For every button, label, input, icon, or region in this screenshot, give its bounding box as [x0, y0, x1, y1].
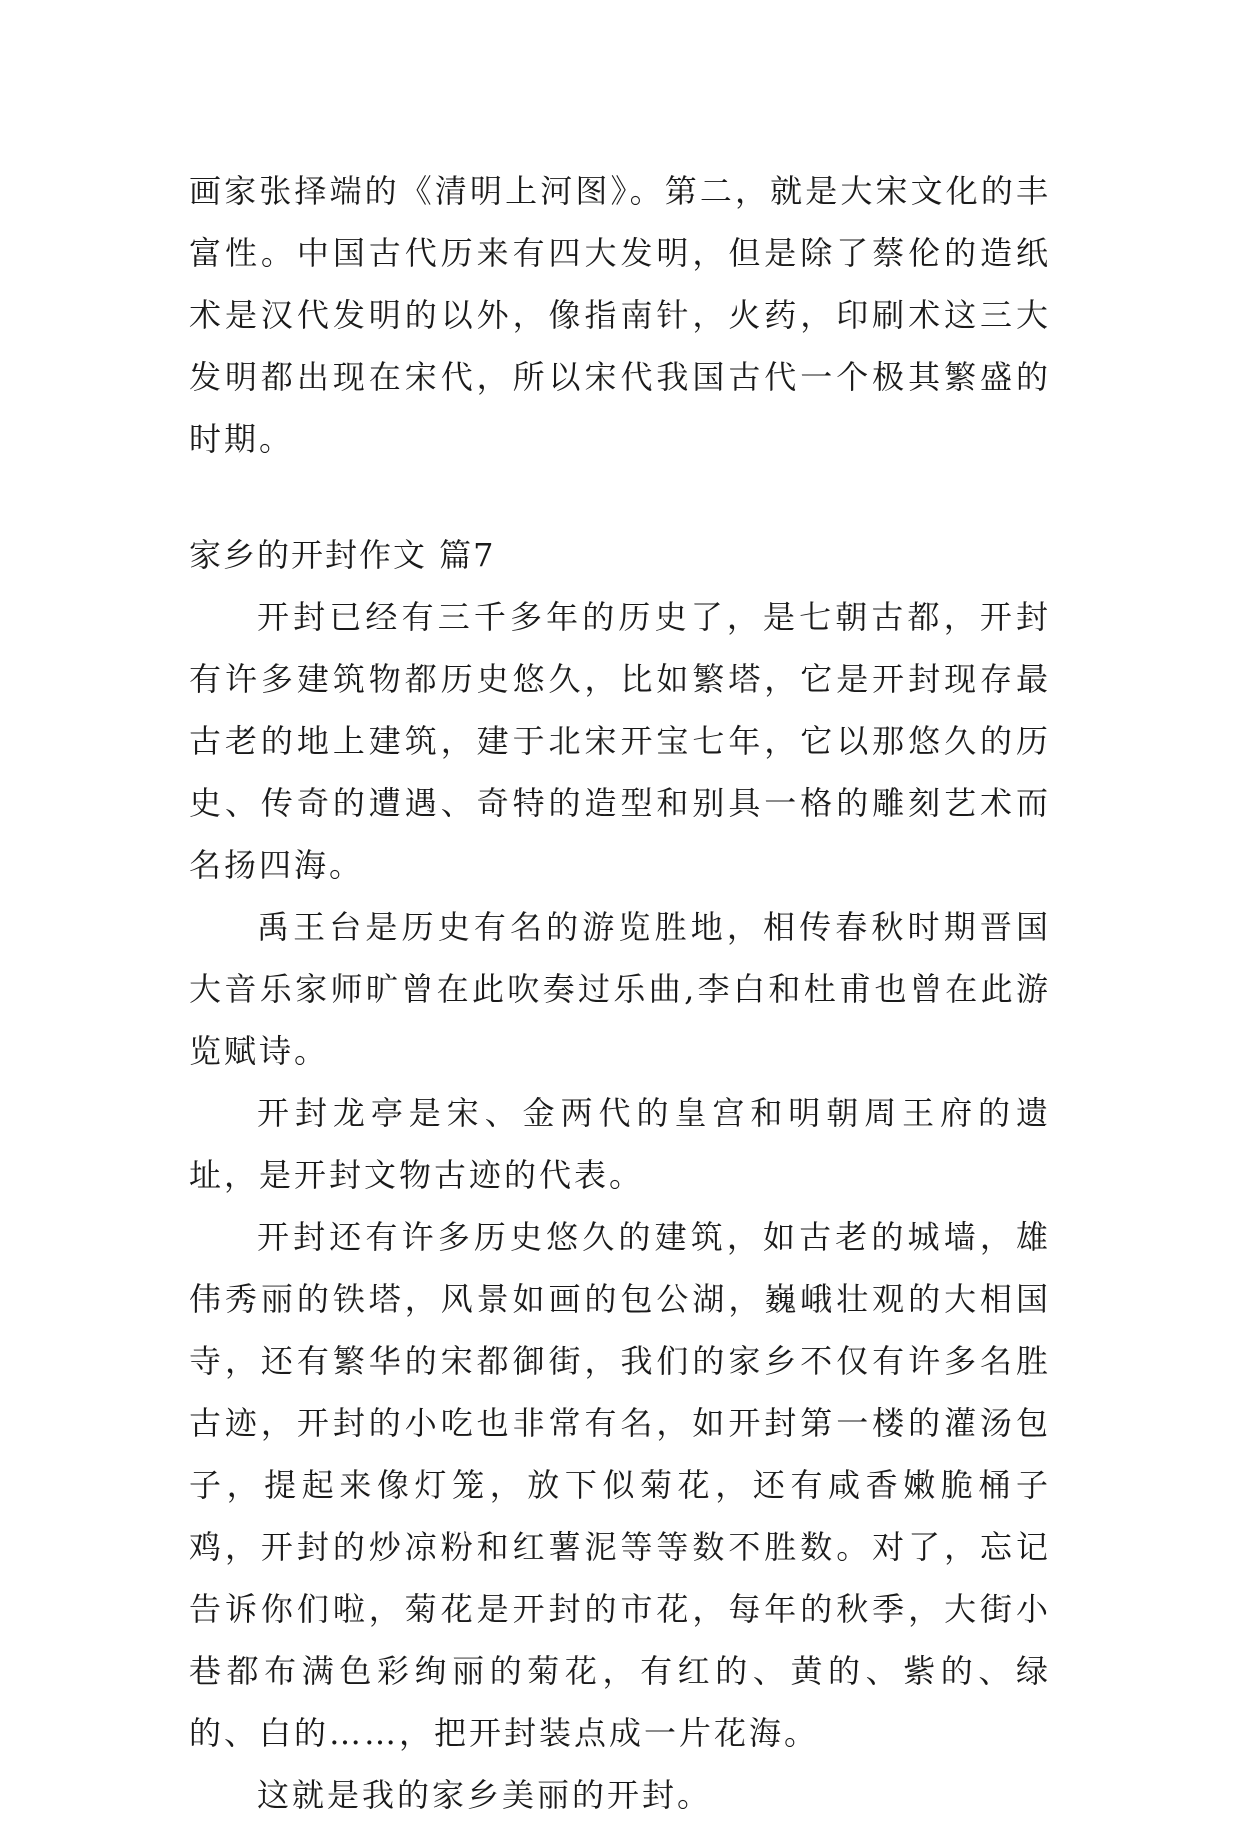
paragraph-conclusion: 这就是我的家乡美丽的开封。 [257, 1776, 713, 1814]
paragraph-yuwangtai: 禹王台是历史有名的游览胜地，相传春秋时期晋国大音乐家师旷曾在此吹奏过乐曲,李白和杜甫也曾在此游览赋诗。 [189, 908, 1051, 1070]
intro-paragraph: 画家张择端的《清明上河图》。第二，就是大宋文化的丰富性。中国古代历来有四大发明，但是除了蔡伦的造纸术是汉代发明的以外，像指南针，火药，印刷术这三大发明都出现在宋代，所以宋代我国古代一个极其繁盛的时期。 [189, 172, 1051, 458]
document-body [189, 160, 1051, 1826]
paragraph-buildings-and-food: 开封还有许多历史悠久的建筑，如古老的城墙，雄伟秀丽的铁塔，风景如画的包公湖，巍峨壮观的大相国寺，还有繁华的宋都御街，我们的家乡不仅有许多名胜古迹，开封的小吃也非常有名，如开封第一楼的灌汤包子，提起来像灯笼，放下似菊花，还有咸香嫩脆桶子鸡，开封的炒凉粉和红薯泥等等数不胜数。对了，忘记告诉你们啦，菊花是开封的市花，每年的秋季，大街小巷都布满色彩绚丽的菊花，有红的、黄的、紫的、绿的、白的……，把开封装点成一片花海。 [189, 1218, 1051, 1752]
paragraph-longting: 开封龙亭是宋、金两代的皇宫和明朝周王府的遗址，是开封文物古迹的代表。 [189, 1094, 1051, 1194]
section-heading: 家乡的开封作文 篇7 [189, 536, 496, 574]
paragraph-history: 开封已经有三千多年的历史了，是七朝古都，开封有许多建筑物都历史悠久，比如繁塔，它是开封现存最古老的地上建筑，建于北宋开宝七年，它以那悠久的历史、传奇的遭遇、奇特的造型和别具一格的雕刻艺术而名扬四海。 [189, 598, 1051, 884]
